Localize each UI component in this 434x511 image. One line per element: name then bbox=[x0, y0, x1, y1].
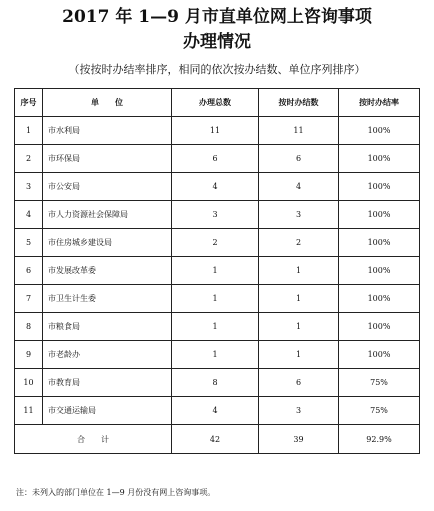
cell-no: 10 bbox=[15, 369, 43, 397]
cell-rate: 100% bbox=[339, 341, 420, 369]
cell-unit: 市公安局 bbox=[43, 173, 172, 201]
results-table bbox=[14, 88, 420, 454]
cell-total: 1 bbox=[172, 285, 259, 313]
page-subtitle: （按按时办结率排序，相同的依次按办结数、单位序列排序） bbox=[68, 63, 366, 76]
cell-no: 6 bbox=[15, 257, 43, 285]
cell-rate: 100% bbox=[339, 257, 420, 285]
cell-no: 9 bbox=[15, 341, 43, 369]
cell-total: 6 bbox=[172, 145, 259, 173]
total-rate: 92.9% bbox=[339, 425, 420, 454]
cell-no: 3 bbox=[15, 173, 43, 201]
table-body bbox=[15, 117, 420, 454]
cell-no: 1 bbox=[15, 117, 43, 145]
header-total: 办理总数 bbox=[172, 89, 259, 117]
page-title-line2: 办理情况 bbox=[183, 32, 251, 52]
cell-unit: 市交通运输局 bbox=[43, 397, 172, 425]
cell-rate: 100% bbox=[339, 117, 420, 145]
cell-ontime: 1 bbox=[259, 285, 339, 313]
table-row bbox=[15, 173, 420, 201]
cell-total: 3 bbox=[172, 201, 259, 229]
table-row bbox=[15, 341, 420, 369]
cell-unit: 市发展改革委 bbox=[43, 257, 172, 285]
header-ontime: 按时办结数 bbox=[259, 89, 339, 117]
table-row bbox=[15, 313, 420, 341]
table-row bbox=[15, 397, 420, 425]
total-row bbox=[15, 425, 420, 454]
cell-no: 7 bbox=[15, 285, 43, 313]
table-header-row bbox=[15, 89, 420, 117]
cell-ontime: 6 bbox=[259, 369, 339, 397]
cell-rate: 100% bbox=[339, 229, 420, 257]
cell-ontime: 11 bbox=[259, 117, 339, 145]
table-row bbox=[15, 369, 420, 397]
cell-total: 1 bbox=[172, 341, 259, 369]
cell-total: 1 bbox=[172, 313, 259, 341]
header-rate: 按时办结率 bbox=[339, 89, 420, 117]
header-no: 序号 bbox=[15, 89, 43, 117]
cell-ontime: 3 bbox=[259, 397, 339, 425]
table-row bbox=[15, 257, 420, 285]
cell-unit: 市老龄办 bbox=[43, 341, 172, 369]
total-label: 合 计 bbox=[15, 425, 172, 454]
cell-ontime: 1 bbox=[259, 313, 339, 341]
cell-no: 4 bbox=[15, 201, 43, 229]
cell-unit: 市卫生计生委 bbox=[43, 285, 172, 313]
page-title: 2017 年 1—9 月市直单位网上咨询事项 bbox=[62, 7, 372, 27]
cell-rate: 75% bbox=[339, 369, 420, 397]
table-row bbox=[15, 145, 420, 173]
table-row bbox=[15, 285, 420, 313]
total-count: 42 bbox=[172, 425, 259, 454]
header-unit: 单 位 bbox=[43, 89, 172, 117]
cell-total: 4 bbox=[172, 397, 259, 425]
table-row bbox=[15, 117, 420, 145]
total-ontime: 39 bbox=[259, 425, 339, 454]
cell-unit: 市水利局 bbox=[43, 117, 172, 145]
cell-ontime: 4 bbox=[259, 173, 339, 201]
cell-unit: 市环保局 bbox=[43, 145, 172, 173]
cell-total: 11 bbox=[172, 117, 259, 145]
cell-no: 11 bbox=[15, 397, 43, 425]
table-row bbox=[15, 201, 420, 229]
table-row bbox=[15, 229, 420, 257]
cell-rate: 75% bbox=[339, 397, 420, 425]
cell-total: 2 bbox=[172, 229, 259, 257]
cell-ontime: 1 bbox=[259, 257, 339, 285]
cell-ontime: 2 bbox=[259, 229, 339, 257]
cell-ontime: 1 bbox=[259, 341, 339, 369]
cell-total: 1 bbox=[172, 257, 259, 285]
cell-no: 5 bbox=[15, 229, 43, 257]
cell-no: 2 bbox=[15, 145, 43, 173]
cell-rate: 100% bbox=[339, 145, 420, 173]
cell-rate: 100% bbox=[339, 173, 420, 201]
cell-unit: 市粮食局 bbox=[43, 313, 172, 341]
cell-total: 8 bbox=[172, 369, 259, 397]
cell-rate: 100% bbox=[339, 285, 420, 313]
footnote: 注：未列入的部门单位在 1—9 月份没有网上咨询事项。 bbox=[16, 488, 216, 497]
cell-unit: 市人力资源社会保障局 bbox=[43, 201, 172, 229]
cell-unit: 市住房城乡建设局 bbox=[43, 229, 172, 257]
cell-ontime: 3 bbox=[259, 201, 339, 229]
cell-unit: 市教育局 bbox=[43, 369, 172, 397]
cell-rate: 100% bbox=[339, 201, 420, 229]
cell-no: 8 bbox=[15, 313, 43, 341]
cell-rate: 100% bbox=[339, 313, 420, 341]
cell-ontime: 6 bbox=[259, 145, 339, 173]
cell-total: 4 bbox=[172, 173, 259, 201]
